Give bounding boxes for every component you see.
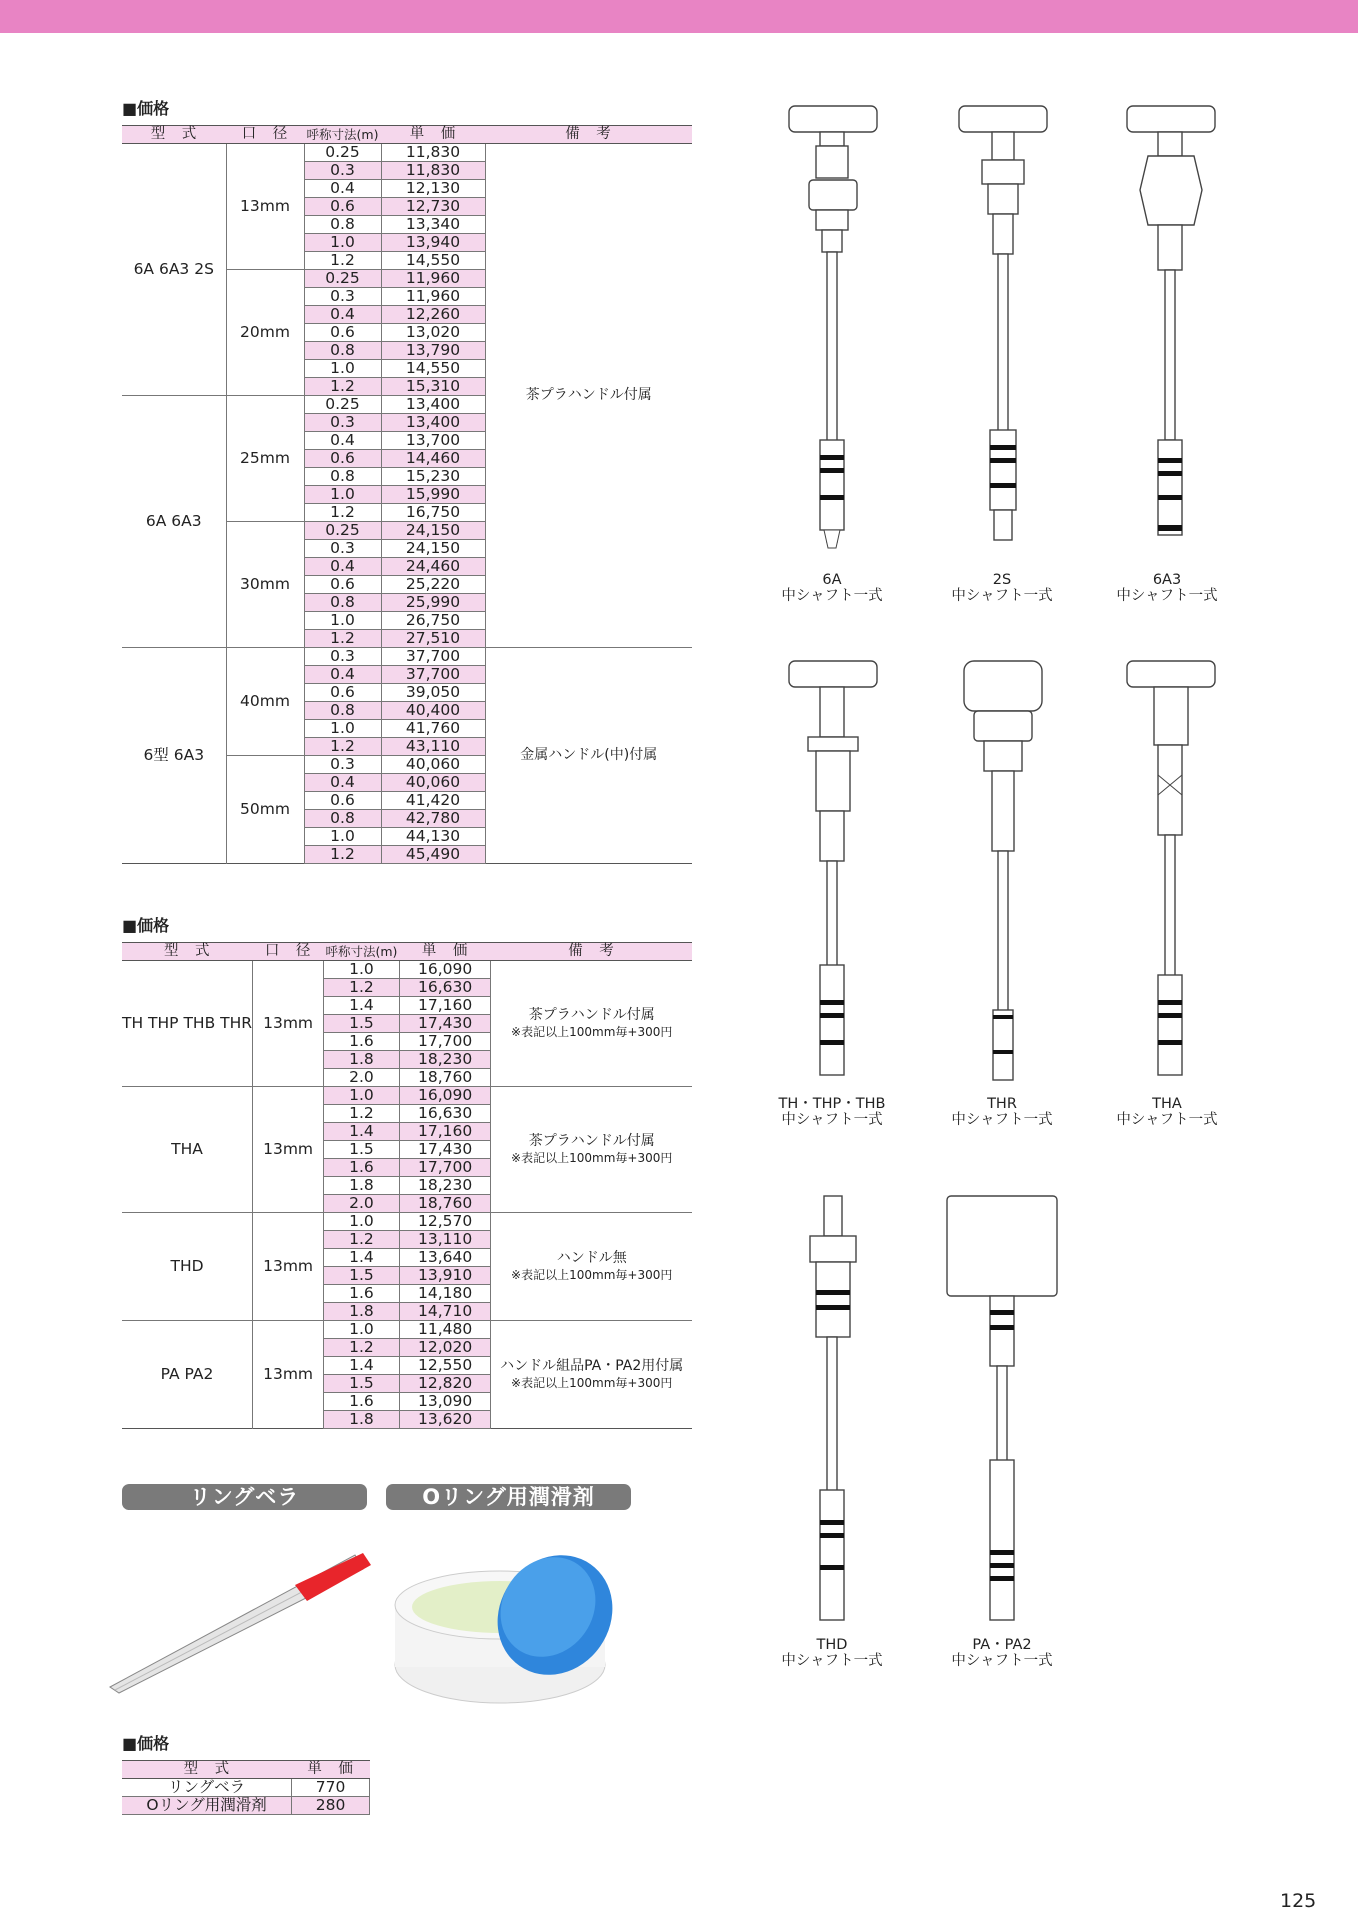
nominal-cell: 2.0 <box>324 1195 400 1213</box>
price-cell: 11,960 <box>381 270 485 288</box>
price-cell: 12,550 <box>399 1357 491 1375</box>
nominal-cell: 1.5 <box>324 1375 400 1393</box>
model-cell: THD <box>122 1213 253 1321</box>
nominal-cell: 0.25 <box>304 396 381 414</box>
nominal-cell: 0.8 <box>304 216 381 234</box>
nominal-cell: 0.8 <box>304 702 381 720</box>
price-cell: 17,430 <box>399 1015 491 1033</box>
col-price: 単 価 <box>292 1761 370 1779</box>
header-band <box>0 0 1358 33</box>
price-cell: 18,760 <box>399 1069 491 1087</box>
table-row <box>122 144 692 162</box>
caption-tha: THA 中シャフト一式 <box>1116 1096 1218 1128</box>
price-cell: 13,640 <box>399 1249 491 1267</box>
price-cell: 24,460 <box>381 558 485 576</box>
table-row <box>122 1797 370 1815</box>
nominal-cell: 1.6 <box>324 1285 400 1303</box>
price-cell: 14,550 <box>381 360 485 378</box>
table-row <box>122 961 692 979</box>
price-cell: 14,550 <box>381 252 485 270</box>
price-cell: 13,400 <box>381 396 485 414</box>
nominal-cell: 0.8 <box>304 468 381 486</box>
nominal-cell: 0.4 <box>304 666 381 684</box>
nominal-cell: 1.0 <box>304 612 381 630</box>
nominal-cell: 1.4 <box>324 1123 400 1141</box>
shaft-thr-drawing <box>950 655 1056 1095</box>
model-cell: 6型 6A3 <box>122 648 226 864</box>
col-price: 単 価 <box>399 943 491 961</box>
nominal-cell: 0.3 <box>304 540 381 558</box>
model-cell: TH THP THB THR <box>122 961 253 1087</box>
nominal-cell: 1.0 <box>324 1087 400 1105</box>
price-table-2 <box>122 942 692 1429</box>
price-cell: 13,620 <box>399 1411 491 1429</box>
price-cell: 16,750 <box>381 504 485 522</box>
bore-cell: 13mm <box>253 1321 324 1429</box>
col-nominal: 呼称寸法(m) <box>304 126 381 144</box>
table-row <box>122 1087 692 1105</box>
ring-spatula-image <box>105 1545 375 1695</box>
price-cell: 41,420 <box>381 792 485 810</box>
col-nominal: 呼称寸法(m) <box>325 944 398 959</box>
price-cell: 16,090 <box>399 1087 491 1105</box>
nominal-cell: 0.8 <box>304 810 381 828</box>
nominal-cell: 1.8 <box>324 1177 400 1195</box>
remark-note: ※表記以上100mm毎+300円 <box>511 1375 673 1390</box>
bore-cell: 30mm <box>226 522 304 648</box>
price-cell: 11,480 <box>399 1321 491 1339</box>
nominal-cell: 0.25 <box>304 522 381 540</box>
price-cell: 13,910 <box>399 1267 491 1285</box>
price-cell: 41,760 <box>381 720 485 738</box>
nominal-cell: 0.4 <box>304 306 381 324</box>
price-cell: 16,090 <box>399 961 491 979</box>
remarks-cell <box>491 1087 692 1213</box>
price-cell: 280 <box>292 1797 370 1815</box>
price-section-title-2: ■価格 <box>122 916 170 935</box>
nominal-cell: 1.2 <box>304 252 381 270</box>
nominal-cell: 0.3 <box>304 288 381 306</box>
model-cell: 6A 6A3 2S <box>122 144 226 396</box>
nominal-cell: 1.8 <box>324 1051 400 1069</box>
nominal-cell: 1.0 <box>304 360 381 378</box>
nominal-cell: 1.2 <box>304 630 381 648</box>
price-cell: 14,710 <box>399 1303 491 1321</box>
nominal-cell: 1.0 <box>324 1321 400 1339</box>
nominal-cell: 0.4 <box>304 774 381 792</box>
bore-cell: 13mm <box>226 144 304 270</box>
price-cell: 12,570 <box>399 1213 491 1231</box>
col-bore: 口 径 <box>226 126 304 144</box>
nominal-cell: 1.6 <box>324 1159 400 1177</box>
price-section-title-1: ■価格 <box>122 99 170 118</box>
price-cell: 17,700 <box>399 1159 491 1177</box>
price-cell: 18,230 <box>399 1051 491 1069</box>
price-cell: 17,160 <box>399 1123 491 1141</box>
remarks-cell <box>491 1213 692 1321</box>
nominal-cell: 1.2 <box>304 846 381 864</box>
bore-cell: 13mm <box>253 1213 324 1321</box>
price-cell: 13,340 <box>381 216 485 234</box>
price-cell: 37,700 <box>381 666 485 684</box>
price-cell: 40,400 <box>381 702 485 720</box>
price-cell: 27,510 <box>381 630 485 648</box>
col-remarks: 備 考 <box>491 943 692 961</box>
bore-cell: 25mm <box>226 396 304 522</box>
bore-cell: 40mm <box>226 648 304 756</box>
nominal-cell: 1.6 <box>324 1033 400 1051</box>
price-cell: 14,180 <box>399 1285 491 1303</box>
price-cell: 11,830 <box>381 162 485 180</box>
nominal-cell: 0.8 <box>304 342 381 360</box>
price-cell: 25,990 <box>381 594 485 612</box>
nominal-cell: 1.0 <box>304 720 381 738</box>
table-row <box>122 648 692 666</box>
col-bore: 口 径 <box>253 943 324 961</box>
shaft-th-drawing <box>780 655 886 1095</box>
caption-thr: THR 中シャフト一式 <box>951 1096 1053 1128</box>
remark-text: ハンドル組品PA・PA2用付属 <box>500 1357 684 1374</box>
price-cell: 12,130 <box>381 180 485 198</box>
model-cell: THA <box>122 1087 253 1213</box>
nominal-cell: 1.5 <box>324 1267 400 1285</box>
caption-6a: 6A 中シャフト一式 <box>781 572 883 604</box>
nominal-cell: 1.4 <box>324 1249 400 1267</box>
nominal-cell: 0.25 <box>304 270 381 288</box>
remarks-cell <box>491 1321 692 1429</box>
page-number: 125 <box>1280 1890 1317 1912</box>
price-cell: 17,160 <box>399 997 491 1015</box>
table-row <box>122 1321 692 1339</box>
nominal-cell: 1.0 <box>324 1213 400 1231</box>
nominal-cell: 1.4 <box>324 1357 400 1375</box>
price-cell: 13,700 <box>381 432 485 450</box>
shaft-thd-drawing <box>780 1190 886 1640</box>
bore-cell: 20mm <box>226 270 304 396</box>
price-cell: 17,430 <box>399 1141 491 1159</box>
price-cell: 13,110 <box>399 1231 491 1249</box>
nominal-cell: 0.4 <box>304 180 381 198</box>
price-cell: 44,130 <box>381 828 485 846</box>
price-cell: 17,700 <box>399 1033 491 1051</box>
model-cell: 6A 6A3 <box>122 396 226 648</box>
bore-cell: 50mm <box>226 756 304 864</box>
nominal-cell: 0.6 <box>304 324 381 342</box>
price-cell: 12,020 <box>399 1339 491 1357</box>
remark-note: ※表記以上100mm毎+300円 <box>511 1150 673 1165</box>
price-table-1 <box>122 125 692 864</box>
table-row <box>122 1213 692 1231</box>
shaft-2s-drawing <box>950 100 1056 560</box>
nominal-cell: 0.6 <box>304 792 381 810</box>
ring-spatula-label: リングベラ <box>122 1484 367 1510</box>
col-model: 型 式 <box>122 126 226 144</box>
shaft-6a3-drawing <box>1118 100 1224 560</box>
nominal-cell: 1.4 <box>324 997 400 1015</box>
price-cell: 40,060 <box>381 774 485 792</box>
nominal-cell: 0.6 <box>304 450 381 468</box>
price-cell: 39,050 <box>381 684 485 702</box>
price-cell: 25,220 <box>381 576 485 594</box>
caption-pa: PA・PA2 中シャフト一式 <box>951 1637 1053 1669</box>
price-cell: 15,310 <box>381 378 485 396</box>
price-cell: 770 <box>292 1779 370 1797</box>
nominal-cell: 1.2 <box>324 1105 400 1123</box>
shaft-tha-drawing <box>1118 655 1224 1095</box>
shaft-pa-drawing <box>942 1190 1066 1640</box>
nominal-cell: 0.6 <box>304 198 381 216</box>
nominal-cell: 1.2 <box>304 738 381 756</box>
price-cell: 16,630 <box>399 979 491 997</box>
price-cell: 13,090 <box>399 1393 491 1411</box>
nominal-cell: 0.3 <box>304 162 381 180</box>
price-table-3 <box>122 1760 370 1815</box>
col-remarks: 備 考 <box>485 126 692 144</box>
nominal-cell: 1.0 <box>304 234 381 252</box>
bore-cell: 13mm <box>253 961 324 1087</box>
nominal-cell: 1.0 <box>324 961 400 979</box>
remarks-cell: 茶プラハンドル付属 <box>525 387 652 403</box>
col-model: 型 式 <box>122 943 253 961</box>
nominal-cell: 1.2 <box>304 504 381 522</box>
price-cell: 18,230 <box>399 1177 491 1195</box>
price-cell: 13,790 <box>381 342 485 360</box>
model-cell: PA PA2 <box>122 1321 253 1429</box>
nominal-cell: 1.2 <box>304 378 381 396</box>
bore-cell: 13mm <box>253 1087 324 1213</box>
nominal-cell: 1.8 <box>324 1303 400 1321</box>
caption-2s: 2S 中シャフト一式 <box>951 572 1053 604</box>
nominal-cell: 0.8 <box>304 594 381 612</box>
price-cell: 40,060 <box>381 756 485 774</box>
price-cell: 45,490 <box>381 846 485 864</box>
price-cell: 42,780 <box>381 810 485 828</box>
nominal-cell: 0.3 <box>304 756 381 774</box>
remark-text: 茶プラハンドル付属 <box>528 1006 655 1023</box>
col-price: 単 価 <box>381 126 485 144</box>
lubricant-label: Oリング用潤滑剤 <box>386 1484 631 1510</box>
price-cell: 37,700 <box>381 648 485 666</box>
price-cell: 13,940 <box>381 234 485 252</box>
remark-text: ハンドル無 <box>556 1249 627 1266</box>
nominal-cell: 1.6 <box>324 1393 400 1411</box>
remark-text: 茶プラハンドル付属 <box>528 1132 655 1149</box>
nominal-cell: 1.2 <box>324 1339 400 1357</box>
nominal-cell: 1.5 <box>324 1141 400 1159</box>
nominal-cell: 0.6 <box>304 576 381 594</box>
price-cell: 26,750 <box>381 612 485 630</box>
table-row <box>122 1779 370 1797</box>
price-cell: 24,150 <box>381 540 485 558</box>
shaft-6a-drawing <box>780 100 886 560</box>
price-cell: 12,260 <box>381 306 485 324</box>
nominal-cell: 0.3 <box>304 648 381 666</box>
nominal-cell: 0.25 <box>304 144 381 162</box>
price-cell: 11,830 <box>381 144 485 162</box>
price-cell: 18,760 <box>399 1195 491 1213</box>
price-cell: 24,150 <box>381 522 485 540</box>
remarks-cell: 金属ハンドル(中)付属 <box>485 648 692 864</box>
price-section-title-3: ■価格 <box>122 1734 170 1753</box>
nominal-cell: 0.4 <box>304 558 381 576</box>
remarks-cell <box>491 961 692 1087</box>
caption-6a3: 6A3 中シャフト一式 <box>1116 572 1218 604</box>
lubricant-jar-image <box>390 1535 630 1710</box>
price-cell: 12,820 <box>399 1375 491 1393</box>
nominal-cell: 1.8 <box>324 1411 400 1429</box>
price-cell: 13,020 <box>381 324 485 342</box>
remark-note: ※表記以上100mm毎+300円 <box>511 1024 673 1039</box>
nominal-cell: 0.3 <box>304 414 381 432</box>
nominal-cell: 1.0 <box>304 828 381 846</box>
price-cell: 43,110 <box>381 738 485 756</box>
nominal-cell: 1.2 <box>324 1231 400 1249</box>
caption-th: TH・THP・THB 中シャフト一式 <box>778 1096 886 1128</box>
remark-note: ※表記以上100mm毎+300円 <box>511 1267 673 1282</box>
nominal-cell: 0.6 <box>304 684 381 702</box>
nominal-cell: 1.5 <box>324 1015 400 1033</box>
price-cell: 14,460 <box>381 450 485 468</box>
price-cell: 11,960 <box>381 288 485 306</box>
col-model: 型 式 <box>122 1761 292 1779</box>
price-cell: 16,630 <box>399 1105 491 1123</box>
model-cell: Oリング用潤滑剤 <box>122 1797 292 1815</box>
nominal-cell: 2.0 <box>324 1069 400 1087</box>
caption-thd: THD 中シャフト一式 <box>781 1637 883 1669</box>
nominal-cell: 1.2 <box>324 979 400 997</box>
price-cell: 13,400 <box>381 414 485 432</box>
price-cell: 15,990 <box>381 486 485 504</box>
price-cell: 15,230 <box>381 468 485 486</box>
nominal-cell: 0.4 <box>304 432 381 450</box>
model-cell: リングベラ <box>122 1779 292 1797</box>
price-cell: 12,730 <box>381 198 485 216</box>
nominal-cell: 1.0 <box>304 486 381 504</box>
